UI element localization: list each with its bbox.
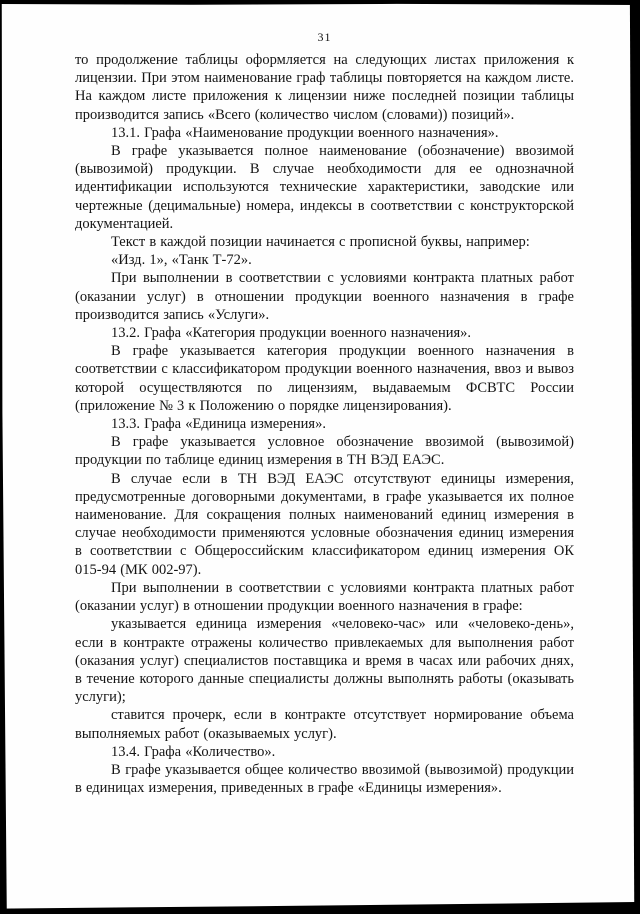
document-body bbox=[75, 51, 574, 797]
paragraph-13-3-dash-rule: ставится прочерк, если в контракте отсутствует нормирование объема выполняемых работ (оказываемых услуг). bbox=[75, 707, 574, 742]
paragraph-13-1-description: В графе указывается полное наименование (обозначение) ввозимой (вывозимой) продукции. В случае необходимости для ее однозначной идентификации используются технические характеристики, заводские или чертежные (децимальные) номера, индексы в соответствии с конструкторской документацией. bbox=[75, 143, 574, 232]
paragraph-13-3-contract-works: При выполнении в соответствии с условиями контракта платных работ (оказании услуг) в отношении продукции военного назначения в графе: bbox=[75, 579, 574, 615]
scan-border-top bbox=[0, 0, 640, 5]
paragraph-13-1-services: При выполнении в соответствии с условиями контракта платных работ (оказании услуг) в отношении продукции военного назначения в графе производится запись «Услуги». bbox=[75, 270, 574, 323]
paragraph-13-4-description: В графе указывается общее количество ввозимой (вывозимой) продукции в единицах измерения, приведенных в графе «Единицы измерения». bbox=[75, 761, 574, 797]
paragraph-13-3-man-hour-rule: указывается единица измерения «человеко-час» или «человеко-день», если в контракте отражены количество привлекаемых для выполнения работ (оказания услуг) специалистов поставщика и время в часах или рабочих днях, в течение которого данные специалисты должны выполнять работы (оказывать услуги); bbox=[75, 616, 574, 706]
section-13-4-heading: 13.4. Графа «Количество». bbox=[111, 743, 276, 760]
section-13-3-heading: 13.3. Графа «Единица измерения». bbox=[111, 416, 326, 433]
scan-border-left bbox=[0, 3, 8, 914]
scan-border-right bbox=[629, 0, 640, 914]
scan-border-bottom bbox=[0, 899, 640, 914]
page-number: 31 bbox=[317, 30, 332, 44]
paragraph-13-1-examples: «Изд. 1», «Танк Т-72». bbox=[111, 252, 252, 269]
paragraph-table-continuation: то продолжение таблицы оформляется на следующих листах приложения к лицензии. При этом наименование граф таблицы повторяется на каждом листе. На каждом листе приложения к лицензии ниже последней позиции таблицы производится запись «Всего (количество числом (словами)) позиций». bbox=[75, 52, 574, 123]
paragraph-13-3-description: В графе указывается условное обозначение ввозимой (вывозимой) продукции по таблице единиц измерения в ТН ВЭД ЕАЭС. bbox=[75, 434, 574, 469]
paragraph-13-2-description: В графе указывается категория продукции военного назначения в соответствии с классификатором продукции военного назначения, ввоз и вывоз которой осуществляются по лицензиям, выдаваемым ФСВТС России (приложение № 3 к Положению о порядке лицензирования). bbox=[75, 343, 574, 414]
paragraph-13-3-fallback-units: В случае если в ТН ВЭД ЕАЭС отсутствуют единицы измерения, предусмотренные договорными документами, в графе указывается их полное наименование. Для сокращения полных наименований единиц измерения в случае необходимости применяются условные обозначения единиц измерения в соответствии с Общероссийским классификатором единиц измерения ОК 015-94 (МК 002-97). bbox=[75, 470, 574, 578]
section-13-1-heading: 13.1. Графа «Наименование продукции военного назначения». bbox=[111, 124, 499, 141]
section-13-2-heading: 13.2. Графа «Категория продукции военного назначения». bbox=[111, 325, 472, 342]
paragraph-13-1-text-rule: Текст в каждой позиции начинается с прописной буквы, например: bbox=[111, 234, 530, 251]
